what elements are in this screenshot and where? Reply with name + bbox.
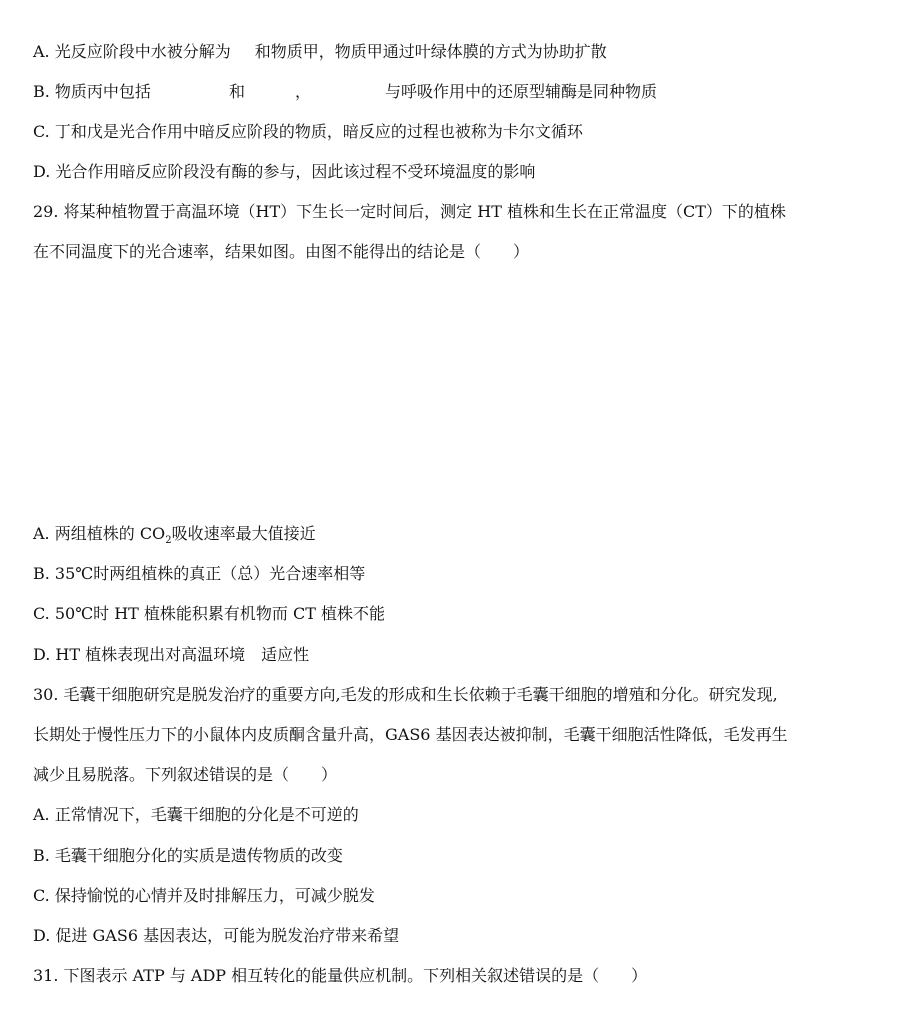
q30-stem-line-2: 长期处于慢性压力下的小鼠体内皮质酮含量升高，GAS6 基因表达被抑制，毛囊干细胞活性降低，毛发再生 [33,725,788,744]
q28-option-a-text-1: A. 光反应阶段中水被分解为 [33,42,231,61]
q28-option-b [33,82,657,102]
q29-option-a [33,524,316,551]
q29-option-c: C. 50℃时 HT 植株能积累有机物而 CT 植株不能 [33,604,385,623]
q28-option-a-text-2: 和物质甲，物质甲通过叶绿体膜的方式为协助扩散 [254,42,607,61]
q28-option-c: C. 丁和戊是光合作用中暗反应阶段的物质，暗反应的过程也被称为卡尔文循环 [33,122,583,141]
q28-option-b-text-3: ， [294,82,311,101]
q29-option-a-text-2: 吸收速率最大值接近 [171,524,316,543]
q29-option-a-subscript: 2 [165,535,172,547]
q28-option-a [33,42,607,62]
q29-option-d-text-1: D. HT 植株表现出对高温环境 [33,645,246,664]
q30-stem-line-3: 减少且易脱落。下列叙述错误的是（ ） [33,765,338,784]
q30-option-b: B. 毛囊干细胞分化的实质是遗传物质的改变 [33,846,343,865]
q28-option-b-text-1: B. 物质丙中包括 [33,82,151,101]
q30-option-a: A. 正常情况下，毛囊干细胞的分化是不可逆的 [33,805,359,824]
q29-option-b: B. 35℃时两组植株的真正（总）光合速率相等 [33,564,366,583]
q28-option-b-text-2: 和 [228,82,245,101]
q31-stem-line-1: 31. 下图表示 ATP 与 ADP 相互转化的能量供应机制。下列相关叙述错误的是（ ） [33,966,648,985]
q29-stem-line-1: 29. 将某种植物置于高温环境（HT）下生长一定时间后，测定 HT 植株和生长在正常温度（CT）下的植株 [33,202,786,221]
q29-option-d-text-2: 适应性 [261,645,310,664]
q29-figure-placeholder [33,282,873,512]
q28-option-d: D. 光合作用暗反应阶段没有酶的参与，因此该过程不受环境温度的影响 [33,162,536,181]
q30-option-c: C. 保持愉悦的心情并及时排解压力，可减少脱发 [33,886,375,905]
q29-option-a-text-1: A. 两组植株的 CO [33,524,166,543]
q29-option-d [33,645,309,665]
q28-option-b-text-4: 与呼吸作用中的还原型辅酶是同种物质 [384,82,657,101]
q30-stem-line-1: 30. 毛囊干细胞研究是脱发治疗的重要方向,毛发的形成和生长依赖于毛囊干细胞的增殖和分化。研究发现, [33,685,778,704]
q30-option-d: D. 促进 GAS6 基因表达，可能为脱发治疗带来希望 [33,926,400,945]
q29-stem-line-2: 在不同温度下的光合速率，结果如图。由图不能得出的结论是（ ） [33,242,530,261]
